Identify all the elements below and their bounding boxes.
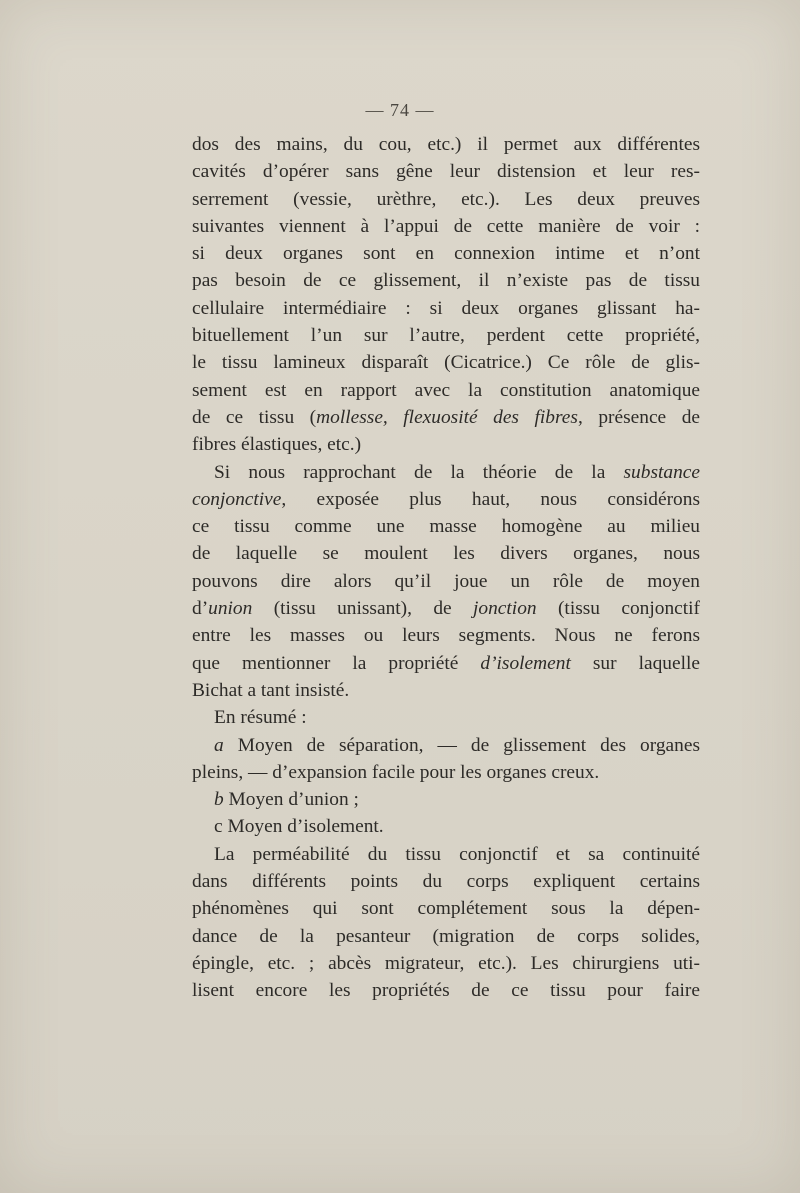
text-line: dance de la pesanteur (migration de corps solides, <box>192 925 700 947</box>
text-line: En résumé : <box>214 707 307 729</box>
body-text <box>192 131 700 1005</box>
text-line: dans différents points du corps expliquent certains <box>192 871 700 893</box>
text-line: épingle, etc. ; abcès migrateur, etc.). Les chirurgiens uti- <box>192 952 700 974</box>
text-line: pouvons dire alors qu’il joue un rôle de moyen <box>192 570 700 592</box>
text-line: conjonctive, exposée plus haut, nous considérons <box>192 488 700 510</box>
text-line: fibres élastiques, etc.) <box>192 434 362 456</box>
text-line: phénomènes qui sont complétement sous la dépen- <box>192 898 700 920</box>
text-line: si deux organes sont en connexion intime et n’ont <box>192 243 700 265</box>
text-line: lisent encore les propriétés de ce tissu pour faire <box>192 980 700 1002</box>
text-line: Si nous rapprochant de la théorie de la substance <box>214 461 700 483</box>
text-line: sement est en rapport avec la constitution anatomique <box>192 379 700 401</box>
text-line: d’union (tissu unissant), de jonction (tissu conjonctif <box>192 598 700 620</box>
text-line: de laquelle se moulent les divers organes, nous <box>192 543 700 565</box>
text-line: cellulaire intermédiaire : si deux organes glissant ha- <box>192 297 700 319</box>
text-line: bituellement l’un sur l’autre, perdent cette propriété, <box>192 325 700 347</box>
text-line: le tissu lamineux disparaît (Cicatrice.) Ce rôle de glis- <box>192 352 700 374</box>
text-line: que mentionner la propriété d’isolement sur laquelle <box>192 652 700 674</box>
text-line: a Moyen de séparation, — de glissement des organes <box>214 734 700 756</box>
text-line: pleins, — d’expansion facile pour les organes creux. <box>192 761 600 783</box>
text-line: cavités d’opérer sans gêne leur distension et leur res- <box>192 161 700 183</box>
text-line: pas besoin de ce glissement, il n’existe pas de tissu <box>192 270 700 292</box>
text-line: suivantes viennent à l’appui de cette manière de voir : <box>192 215 700 237</box>
text-line: entre les masses ou leurs segments. Nous ne ferons <box>192 625 700 647</box>
page-number: — 74 — <box>365 100 435 120</box>
text-line: c Moyen d’isolement. <box>214 816 384 838</box>
text-line: de ce tissu (mollesse, flexuosité des fibres, présence de <box>192 406 701 428</box>
text-line: Bichat a tant insisté. <box>192 679 350 701</box>
text-line: serrement (vessie, urèthre, etc.). Les deux preuves <box>192 188 700 210</box>
text-line: ce tissu comme une masse homogène au milieu <box>192 516 700 538</box>
text-line: La perméabilité du tissu conjonctif et sa continuité <box>214 843 700 865</box>
text-line: dos des mains, du cou, etc.) il permet aux différentes <box>192 134 700 155</box>
text-line: b Moyen d’union ; <box>214 789 359 811</box>
